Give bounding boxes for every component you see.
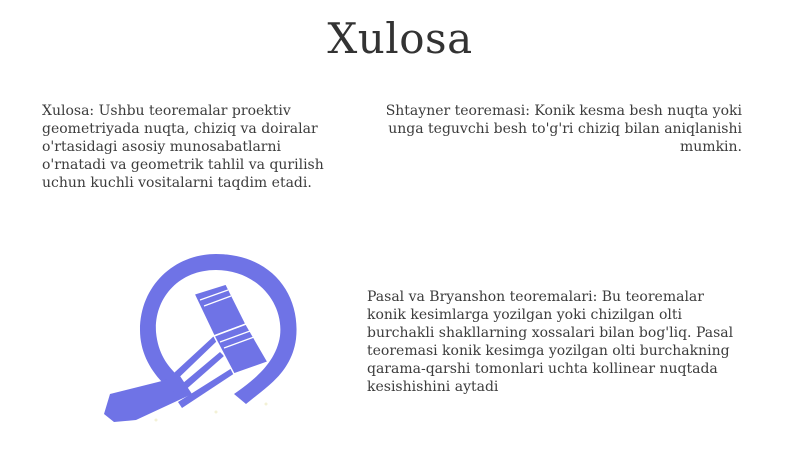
lightbulb-book-icon (96, 244, 316, 434)
pascal-brianchon-text: Pasal va Bryanshon teoremalari: Bu teoremalar konik kesimlarga yozilgan yoki chizilgan olti burchakli shakllarning xossalari bilan bog'liq. Pasal teoremasi konik kesimga yozilgan olti burchakning qarama-qarshi tomonlari uchta kollinear nuqtada kesishishini aytadi (367, 289, 734, 395)
conclusion-text: Xulosa: Ushbu teoremalar proektiv geometriyada nuqta, chiziq va doiralar o'rtasidagi asosiy munosabatlarni o'rnatadi va geometrik tahlil va qurilish uchun kuchli vositalarni taqdim etadi. (42, 103, 324, 191)
steiner-theorem-text: Shtayner teoremasi: Konik kesma besh nuqta yoki unga teguvchi besh to'g'ri chiziq bilan aniqlanishi mumkin. (385, 103, 742, 155)
slide-title: Xulosa (327, 14, 473, 63)
